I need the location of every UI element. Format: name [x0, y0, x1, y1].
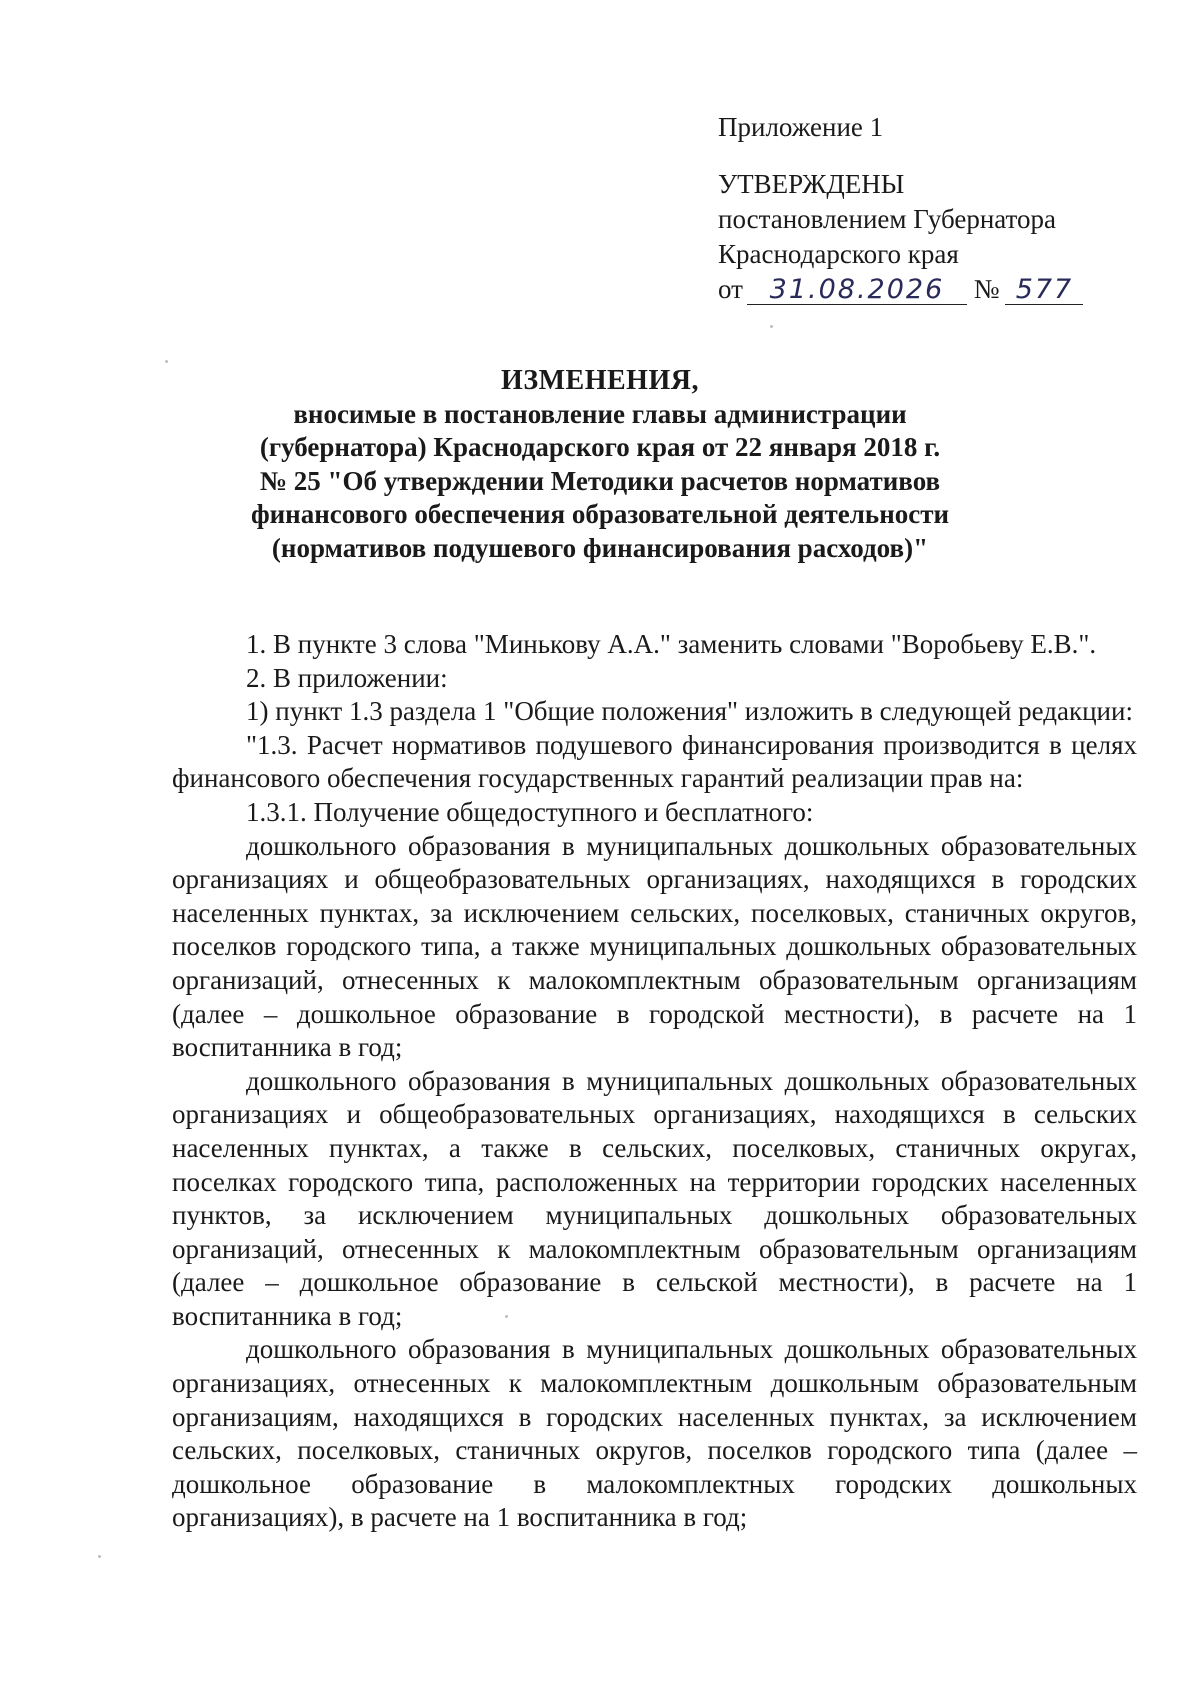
approved-label: УТВЕРЖДЕНЫ	[718, 169, 905, 199]
title-line-3: № 25 "Об утверждении Методики расчетов нормативов	[259, 465, 941, 496]
paragraph: "1.3. Расчет нормативов подушевого финансирования производится в целях финансового обеспечения государственных гарантий реализации прав на:	[172, 729, 1137, 794]
title-line-5: (нормативов подушевого финансирования расходов)"	[271, 532, 929, 563]
approval-date-number-line	[718, 272, 1083, 307]
scan-speck	[770, 325, 773, 328]
scan-speck	[505, 1315, 508, 1318]
paragraph: дошкольного образования в муниципальных дошкольных образовательных организациях и общеобразовательных организациях, находящихся в сельских населенных пунктах, а также в сельских, поселковых, станичных округах, поселках городского типа, расположенных на территории городских населенных пунктов, за исключением муниципальных дошкольных образовательных организаций, отнесенных к малокомплектным образовательным организациям (далее – дошкольное образование в сельской местности), в расчете на 1 воспитанника в год;	[172, 1065, 1137, 1331]
paragraph: 1.3.1. Получение общедоступного и бесплатного:	[246, 796, 814, 827]
approved-by-line2: Краснодарского края	[718, 239, 959, 269]
paragraph: 1) пункт 1.3 раздела 1 "Общие положения" изложить в следующей редакции:	[246, 696, 1133, 727]
document-body	[172, 628, 1137, 1535]
title-line-4: финансового обеспечения образовательной деятельности	[250, 499, 950, 529]
paragraph: дошкольного образования в муниципальных дошкольных образовательных организациях, отнесенных к малокомплектным дошкольным образовательным организациям, находящихся в городских населенных пунктах, за исключением сельских, поселковых, станичных округов, поселков городского типа (далее – дошкольное образование в малокомплектных городских дошкольных организациях), в расчете на 1 воспитанника в год;	[172, 1334, 1137, 1533]
number-field	[1005, 272, 1083, 305]
scan-speck	[98, 1555, 101, 1558]
handwritten-number: 577	[1015, 274, 1074, 305]
date-prefix: от	[718, 274, 743, 304]
paragraph: 2. В приложении:	[246, 662, 448, 693]
date-field	[747, 272, 967, 305]
number-prefix: №	[973, 274, 1000, 304]
approved-by-line1: постановлением Губернатора	[718, 204, 1056, 234]
appendix-label: Приложение 1	[718, 112, 884, 142]
scan-speck	[165, 360, 168, 363]
approval-block	[718, 110, 1083, 307]
title-heading: ИЗМЕНЕНИЯ,	[501, 365, 699, 396]
handwritten-date: 31.08.2026	[769, 274, 945, 305]
title-line-1: вносимые в постановление главы администрации	[293, 398, 907, 429]
paragraph: дошкольного образования в муниципальных дошкольных образовательных организациях и общеобразовательных организациях, находящихся в городских населенных пунктах, за исключением сельских, поселковых, станичных округов, поселков городского типа, а также муниципальных дошкольных образовательных организаций, отнесенных к малокомплектным образовательным организациям (далее – дошкольное образование в городской местности), в расчете на 1 воспитанника в год;	[172, 830, 1137, 1063]
title-line-2: (губернатора) Краснодарского края от 22 января 2018 г.	[259, 432, 941, 462]
document-title	[150, 364, 1050, 565]
paragraph: 1. В пункте 3 слова "Минькову А.А." заменить словами "Воробьеву Е.В.".	[246, 629, 1097, 659]
